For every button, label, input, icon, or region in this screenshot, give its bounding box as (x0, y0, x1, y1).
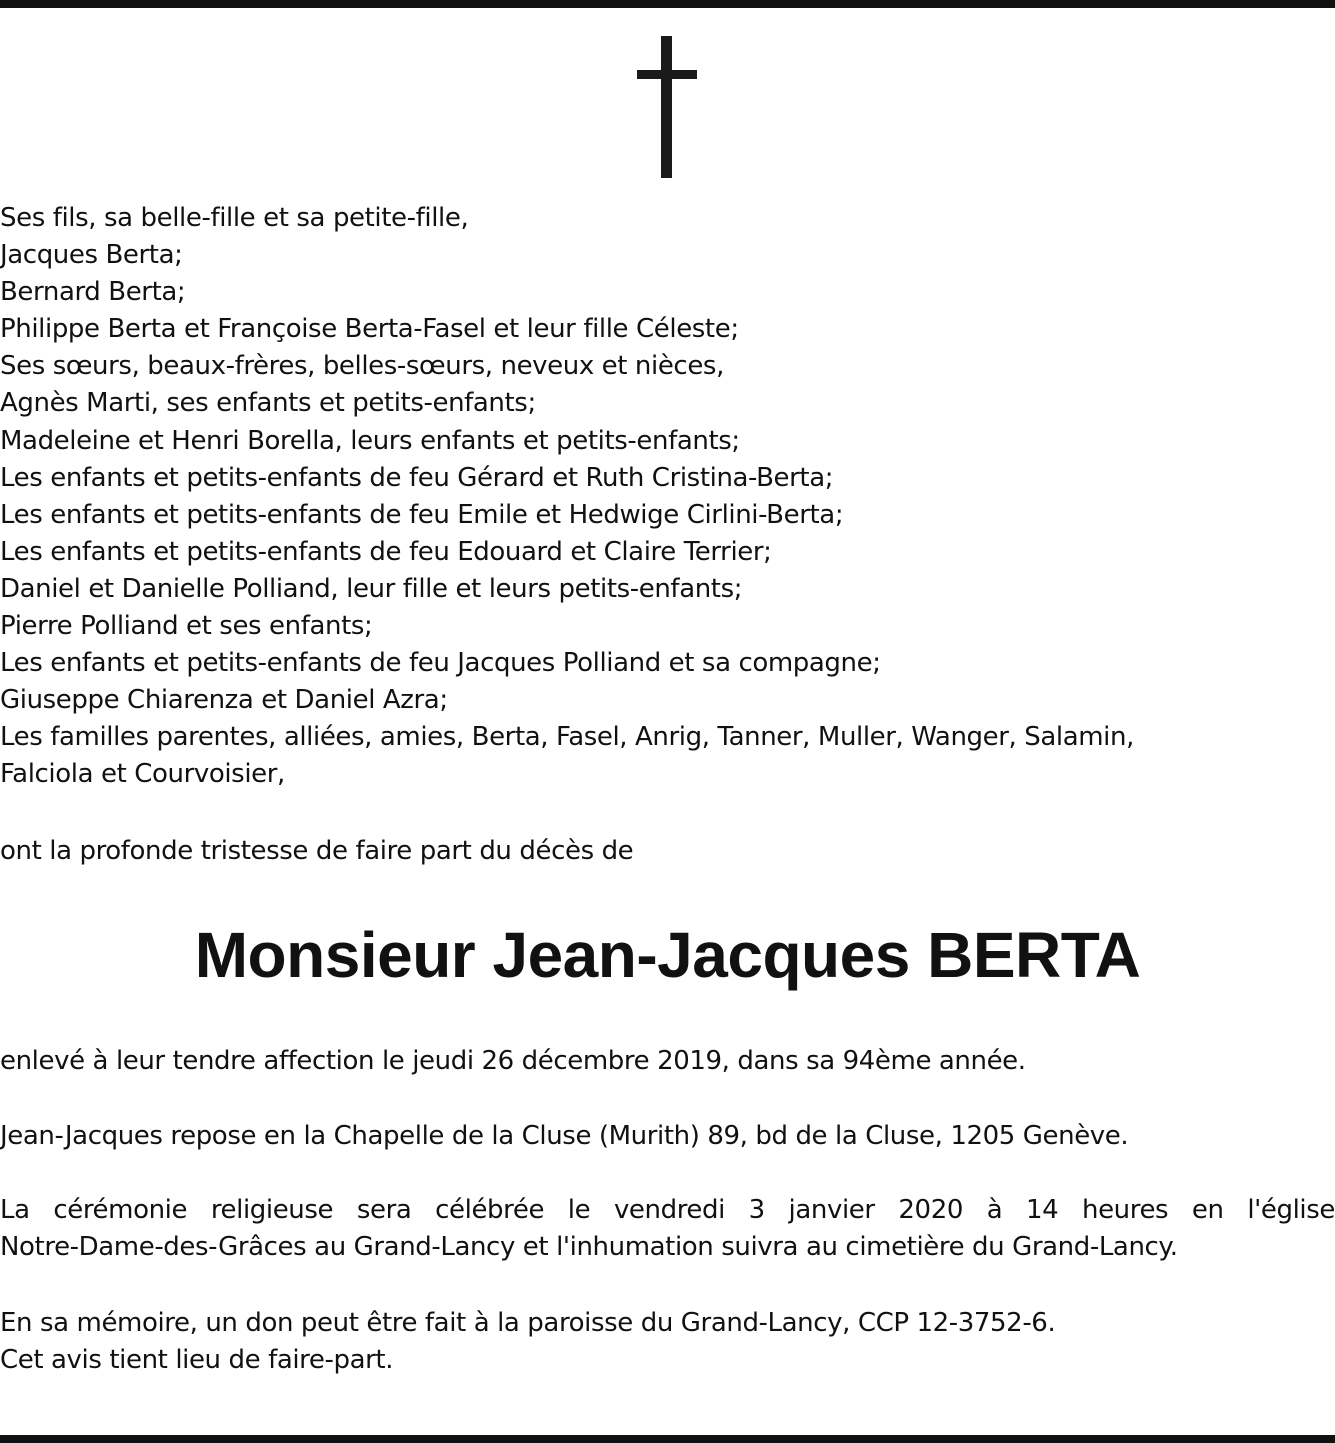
ceremony-line: La cérémonie religieuse sera célébrée le vendredi 3 janvier 2020 à 14 heures en l'église (0, 1195, 1335, 1225)
bottom-border (0, 1435, 1335, 1443)
family-list (0, 200, 1335, 794)
family-line: Jacques Berta; (0, 240, 183, 271)
deceased-name: Monsieur Jean-Jacques BERTA (194, 919, 1141, 991)
family-line: Bernard Berta; (0, 277, 186, 308)
family-line: Ses sœurs, beaux-frères, belles-sœurs, neveux et nièces, (0, 351, 724, 382)
intro-text: ont la profonde tristesse de faire part du décès de (0, 836, 634, 866)
family-line: Les familles parentes, alliées, amies, Berta, Fasel, Anrig, Tanner, Muller, Wanger, Salamin, (0, 722, 1134, 753)
family-line: Pierre Polliand et ses enfants; (0, 611, 373, 642)
family-line: Les enfants et petits-enfants de feu Gérard et Ruth Cristina-Berta; (0, 462, 834, 493)
family-line: Giuseppe Chiarenza et Daniel Azra; (0, 685, 448, 716)
family-line: Les enfants et petits-enfants de feu Emile et Hedwige Cirlini-Berta; (0, 499, 844, 530)
family-line: Daniel et Danielle Polliand, leur fille et leurs petits-enfants; (0, 573, 743, 604)
closing-note: Cet avis tient lieu de faire-part. (0, 1345, 394, 1375)
ceremony-line: Notre-Dame-des-Grâces au Grand-Lancy et l'inhumation suivra au cimetière du Grand-Lancy. (0, 1232, 1178, 1263)
top-border (0, 0, 1335, 8)
ceremony-paragraph (0, 1192, 1335, 1266)
donation-info: En sa mémoire, un don peut être fait à la paroisse du Grand-Lancy, CCP 12-3752-6. (0, 1308, 1056, 1338)
family-line: Ses fils, sa belle-fille et sa petite-fille, (0, 203, 469, 233)
family-line: Madeleine et Henri Borella, leurs enfants et petits-enfants; (0, 425, 740, 456)
family-line: Les enfants et petits-enfants de feu Edouard et Claire Terrier; (0, 536, 772, 567)
death-notice: enlevé à leur tendre affection le jeudi 26 décembre 2019, dans sa 94ème année. (0, 1046, 1026, 1076)
family-line: Agnès Marti, ses enfants et petits-enfants; (0, 388, 536, 419)
family-line: Les enfants et petits-enfants de feu Jacques Polliand et sa compagne; (0, 648, 881, 679)
cross-icon (637, 36, 697, 178)
family-line: Philippe Berta et Françoise Berta-Fasel et leur fille Céleste; (0, 314, 739, 345)
family-line: Falciola et Courvoisier, (0, 759, 285, 790)
repose-location: Jean-Jacques repose en la Chapelle de la Cluse (Murith) 89, bd de la Cluse, 1205 Genève. (0, 1121, 1129, 1151)
